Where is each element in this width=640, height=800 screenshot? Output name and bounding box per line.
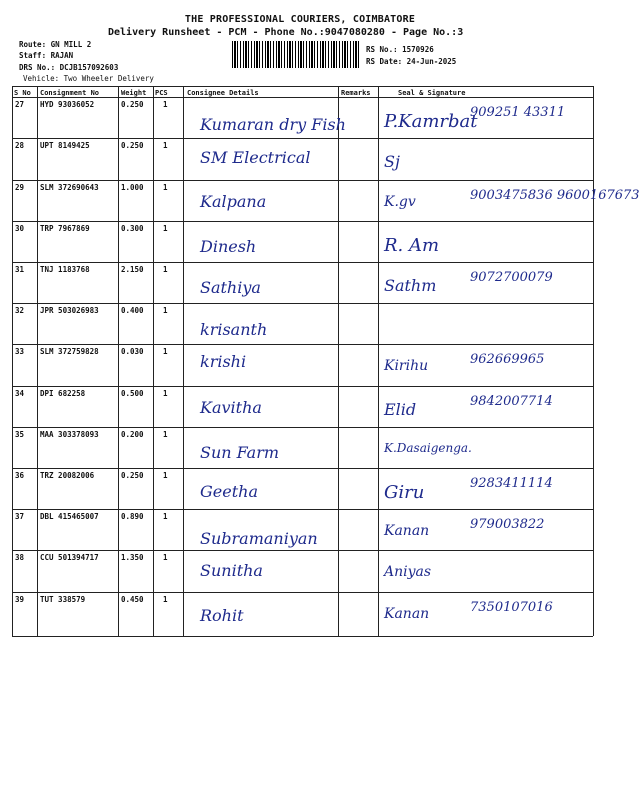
row-consignment-no: SLM 372690643 (40, 183, 99, 192)
row-signature: Giru (384, 482, 425, 503)
row-signature: Elid (384, 400, 417, 419)
row-signature: P.Kamrbat (384, 111, 478, 132)
row-divider (12, 138, 593, 139)
row-pcs: 1 (163, 183, 168, 192)
row-divider (12, 636, 593, 637)
row-sno: 33 (15, 347, 25, 356)
row-consignee-name: krisanth (200, 320, 268, 339)
row-signature: Sathm (384, 276, 437, 295)
row-consignee-name: Kavitha (200, 398, 262, 417)
row-consignment-no: TRP 7967869 (40, 224, 90, 233)
row-seal-note: 9003475836 9600167673 (470, 188, 640, 203)
row-sno: 28 (15, 141, 25, 150)
row-pcs: 1 (163, 224, 168, 233)
row-consignment-no: TNJ 1183768 (40, 265, 90, 274)
row-sno: 32 (15, 306, 25, 315)
row-weight: 0.300 (121, 224, 144, 233)
row-weight: 0.400 (121, 306, 144, 315)
row-pcs: 1 (163, 141, 168, 150)
rs-no-label: RS No.: 1570926 (366, 45, 434, 54)
row-signature: Kirihu (384, 358, 429, 374)
row-divider (12, 303, 593, 304)
row-weight: 0.200 (121, 430, 144, 439)
row-weight: 1.000 (121, 183, 144, 192)
row-signature: Kanan (384, 606, 430, 622)
col-header-remarks: Remarks (341, 89, 371, 97)
row-weight: 0.250 (121, 100, 144, 109)
company-title: THE PROFESSIONAL COURIERS, COIMBATORE (184, 14, 416, 25)
row-sno: 31 (15, 265, 25, 274)
row-divider (12, 592, 593, 593)
row-consignment-no: JPR 503026983 (40, 306, 99, 315)
row-pcs: 1 (163, 512, 168, 521)
row-weight: 0.250 (121, 141, 144, 150)
row-signature: K.gv (384, 194, 416, 210)
row-consignee-name: SM Electrical (200, 148, 311, 167)
route-label: Route: GN MILL 2 (19, 40, 92, 49)
row-consignment-no: UPT 8149425 (40, 141, 90, 150)
row-weight: 2.150 (121, 265, 144, 274)
row-consignee-name: Sathiya (200, 278, 261, 297)
row-weight: 1.350 (121, 553, 144, 562)
row-consignee-name: krishi (200, 352, 247, 371)
row-consignee-name: Kalpana (200, 192, 267, 211)
row-consignee-name: Dinesh (200, 237, 257, 256)
col-header-consignment: Consignment No (40, 89, 100, 97)
row-sno: 37 (15, 512, 25, 521)
row-consignment-no: CCU 501394717 (40, 553, 99, 562)
row-consignee-name: Subramaniyan (200, 529, 318, 548)
row-signature: Aniyas (384, 564, 432, 580)
drs-label: DRS No.: DCJB157092603 (19, 63, 119, 72)
runsheet-subtitle: Delivery Runsheet - PCM - Phone No.:9047080280 - Page No.:3 (108, 27, 464, 38)
row-divider (12, 221, 593, 222)
row-seal-note: 9072700079 (470, 270, 553, 285)
row-signature: K.Dasaigenga. (384, 441, 472, 455)
row-seal-note: 979003822 (470, 517, 545, 532)
row-divider (12, 86, 593, 87)
row-consignee-name: Kumaran dry Fish (200, 115, 346, 134)
row-sno: 38 (15, 553, 25, 562)
column-divider (37, 86, 38, 636)
row-pcs: 1 (163, 430, 168, 439)
row-consignee-name: Sunitha (200, 561, 263, 580)
row-seal-note: 909251 43311 (470, 105, 566, 120)
column-divider (378, 86, 379, 636)
row-divider (12, 344, 593, 345)
column-divider (153, 86, 154, 636)
col-header-weight: Weight (121, 89, 147, 97)
row-divider (12, 509, 593, 510)
row-sno: 35 (15, 430, 25, 439)
row-consignment-no: SLM 372759828 (40, 347, 99, 356)
row-consignment-no: DPI 682258 (40, 389, 86, 398)
row-seal-note: 7350107016 (470, 600, 553, 615)
row-divider (12, 180, 593, 181)
column-divider (338, 86, 339, 636)
row-sno: 27 (15, 100, 25, 109)
rs-date-label: RS Date: 24-Jun-2025 (366, 57, 457, 66)
row-divider (12, 386, 593, 387)
row-weight: 0.500 (121, 389, 144, 398)
column-divider (118, 86, 119, 636)
row-consignment-no: MAA 303378093 (40, 430, 99, 439)
row-consignee-name: Geetha (200, 482, 258, 501)
col-header-pcs: PCS (155, 89, 168, 97)
row-pcs: 1 (163, 306, 168, 315)
row-consignee-name: Rohit (200, 606, 244, 625)
row-consignment-no: HYD 93036052 (40, 100, 95, 109)
row-weight: 0.890 (121, 512, 144, 521)
row-consignment-no: TUT 338579 (40, 595, 86, 604)
row-seal-note: 9283411114 (470, 476, 553, 491)
row-sno: 39 (15, 595, 25, 604)
row-sno: 36 (15, 471, 25, 480)
row-divider (12, 262, 593, 263)
column-divider (183, 86, 184, 636)
staff-label: Staff: RAJAN (19, 51, 74, 60)
row-divider (12, 427, 593, 428)
column-divider (593, 86, 594, 636)
row-signature: Sj (384, 152, 400, 171)
row-pcs: 1 (163, 100, 168, 109)
row-consignee-name: Sun Farm (200, 443, 280, 462)
col-header-seal: Seal & Signature (398, 89, 466, 97)
row-sno: 30 (15, 224, 25, 233)
row-weight: 0.250 (121, 471, 144, 480)
row-consignment-no: DBL 415465007 (40, 512, 99, 521)
row-signature: R. Am (384, 235, 440, 256)
row-sno: 34 (15, 389, 25, 398)
column-divider (12, 86, 13, 636)
row-pcs: 1 (163, 265, 168, 274)
row-signature: Kanan (384, 523, 430, 539)
vehicle-label: Vehicle: Two Wheeler Delivery (23, 74, 154, 83)
row-sno: 29 (15, 183, 25, 192)
row-weight: 0.030 (121, 347, 144, 356)
row-pcs: 1 (163, 471, 168, 480)
col-header-consignee: Consignee Details (187, 89, 259, 97)
row-divider (12, 468, 593, 469)
row-pcs: 1 (163, 347, 168, 356)
row-pcs: 1 (163, 595, 168, 604)
row-weight: 0.450 (121, 595, 144, 604)
row-pcs: 1 (163, 389, 168, 398)
row-divider (12, 550, 593, 551)
row-seal-note: 9842007714 (470, 394, 553, 409)
row-pcs: 1 (163, 553, 168, 562)
row-divider (12, 97, 593, 98)
row-consignment-no: TRZ 20082006 (40, 471, 95, 480)
row-seal-note: 962669965 (470, 352, 545, 367)
col-header-sno: S No (14, 89, 31, 97)
barcode (232, 41, 360, 68)
